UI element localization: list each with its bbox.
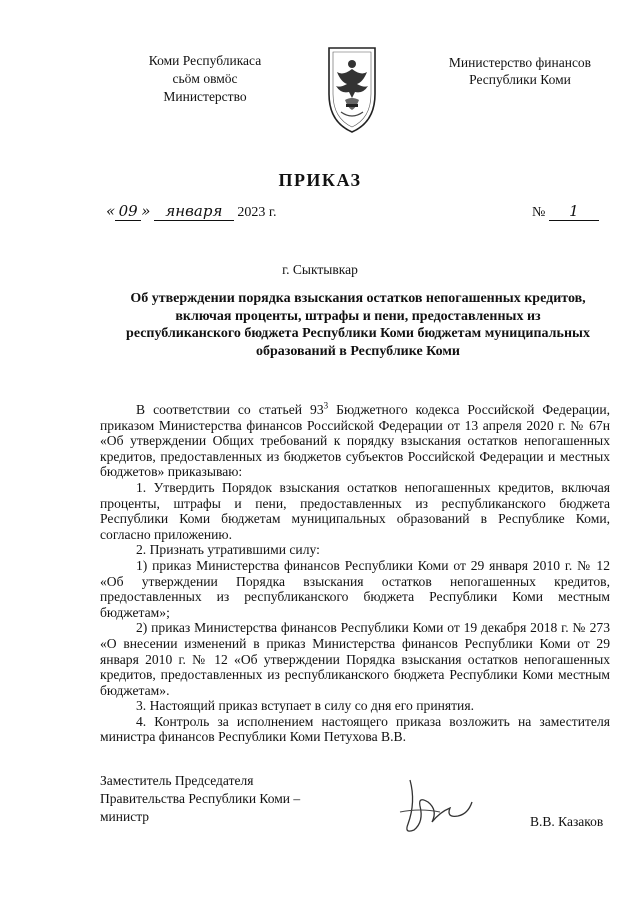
number-value: 1 bbox=[549, 202, 599, 221]
signatory-position-line: министр bbox=[100, 809, 150, 824]
order-heading bbox=[108, 290, 608, 360]
paragraph-2-2: 2) приказ Министерства финансов Республики Коми от 19 декабря 2018 г. № 273 «О внесении изменений в приказ Министерства финансов Республики Коми от 29 января 2010 г. № 12 «Об утверждении Порядка взыскания остатков непогашенных кредитов, предоставленных из республиканского бюджета Республики Коми местным бюджетам». bbox=[100, 620, 610, 698]
paragraph-2-1: 1) приказ Министерства финансов Республики Коми от 29 января 2010 г. № 12 «Об утверждении Порядка взыскания остатков непогашенных кредитов, предоставленных из республиканского бюджета Республики Коми местным бюджетам»; bbox=[100, 557, 610, 620]
header-right-line: Республики Коми bbox=[469, 72, 571, 87]
document-title: ПРИКАЗ bbox=[278, 170, 362, 190]
coat-of-arms-emblem bbox=[323, 42, 381, 137]
heading-line: образований в Республике Коми bbox=[256, 343, 460, 359]
date-year: 2023 г. bbox=[237, 205, 277, 220]
signatory-name: В.В. Казаков bbox=[530, 814, 604, 829]
heading-line: Об утверждении порядка взыскания остатков непогашенных кредитов, bbox=[130, 291, 586, 306]
preamble-paragraph bbox=[100, 402, 610, 480]
paragraph-4: 4. Контроль за исполнением настоящего приказа возложить на заместителя министра финансов Республики Коми Петухова В.В. bbox=[100, 713, 610, 745]
preamble-text-a: В соответствии со статьей 93 bbox=[136, 402, 324, 417]
signatory-position-line: Заместитель Председателя bbox=[100, 773, 254, 788]
paragraph-3: 3. Настоящий приказ вступает в силу со дня его принятия. bbox=[136, 698, 474, 714]
date-day: 09 bbox=[115, 202, 141, 221]
header-komi-name bbox=[120, 52, 290, 106]
date-open-quote: « bbox=[106, 202, 116, 220]
number-label: № bbox=[532, 205, 546, 220]
preamble-superscript: 3 bbox=[323, 400, 329, 411]
handwritten-signature bbox=[380, 772, 490, 842]
order-date bbox=[106, 202, 277, 221]
preamble-text-b: Бюджетного кодекса Российской Федерации, приказом Министерства финансов Российской Федерации от 13 апреля 2020 г. № 67н «Об утверждении Общих требований к порядку взыскания остатков непогашенных кредитов, предоставленных из бюджетов субъектов Российской Федерации и местных бюджетов» приказываю: bbox=[100, 402, 611, 480]
heading-line: включая проценты, штрафы и пени, предоставленных из bbox=[175, 308, 541, 324]
signatory-position bbox=[100, 772, 300, 826]
header-left-line: сьӧм овмӧс bbox=[172, 71, 238, 86]
date-month: января bbox=[154, 202, 234, 221]
header-right-line: Министерство финансов bbox=[448, 55, 592, 70]
header-left-line: Коми Республикаса bbox=[148, 53, 262, 68]
paragraph-1: 1. Утвердить Порядок взыскания остатков непогашенных кредитов, включая проценты, штрафы и пени, предоставленных из республиканского бюджета Республики Коми бюджетам муниципальных образований в Республике Коми, согласно приложению. bbox=[100, 479, 610, 542]
order-number bbox=[532, 202, 599, 221]
header-ministry-name bbox=[430, 54, 610, 88]
order-body bbox=[100, 402, 610, 745]
signatory-position-line: Правительства Республики Коми – bbox=[100, 791, 301, 806]
paragraph-2: 2. Признать утратившими силу: bbox=[136, 542, 320, 558]
header-left-line: Министерство bbox=[163, 89, 247, 104]
heading-line: республиканского бюджета Республики Коми бюджетам муниципальных bbox=[126, 326, 590, 341]
city-line: г. Сыктывкар bbox=[282, 262, 358, 277]
date-close-quote: » bbox=[141, 202, 151, 220]
